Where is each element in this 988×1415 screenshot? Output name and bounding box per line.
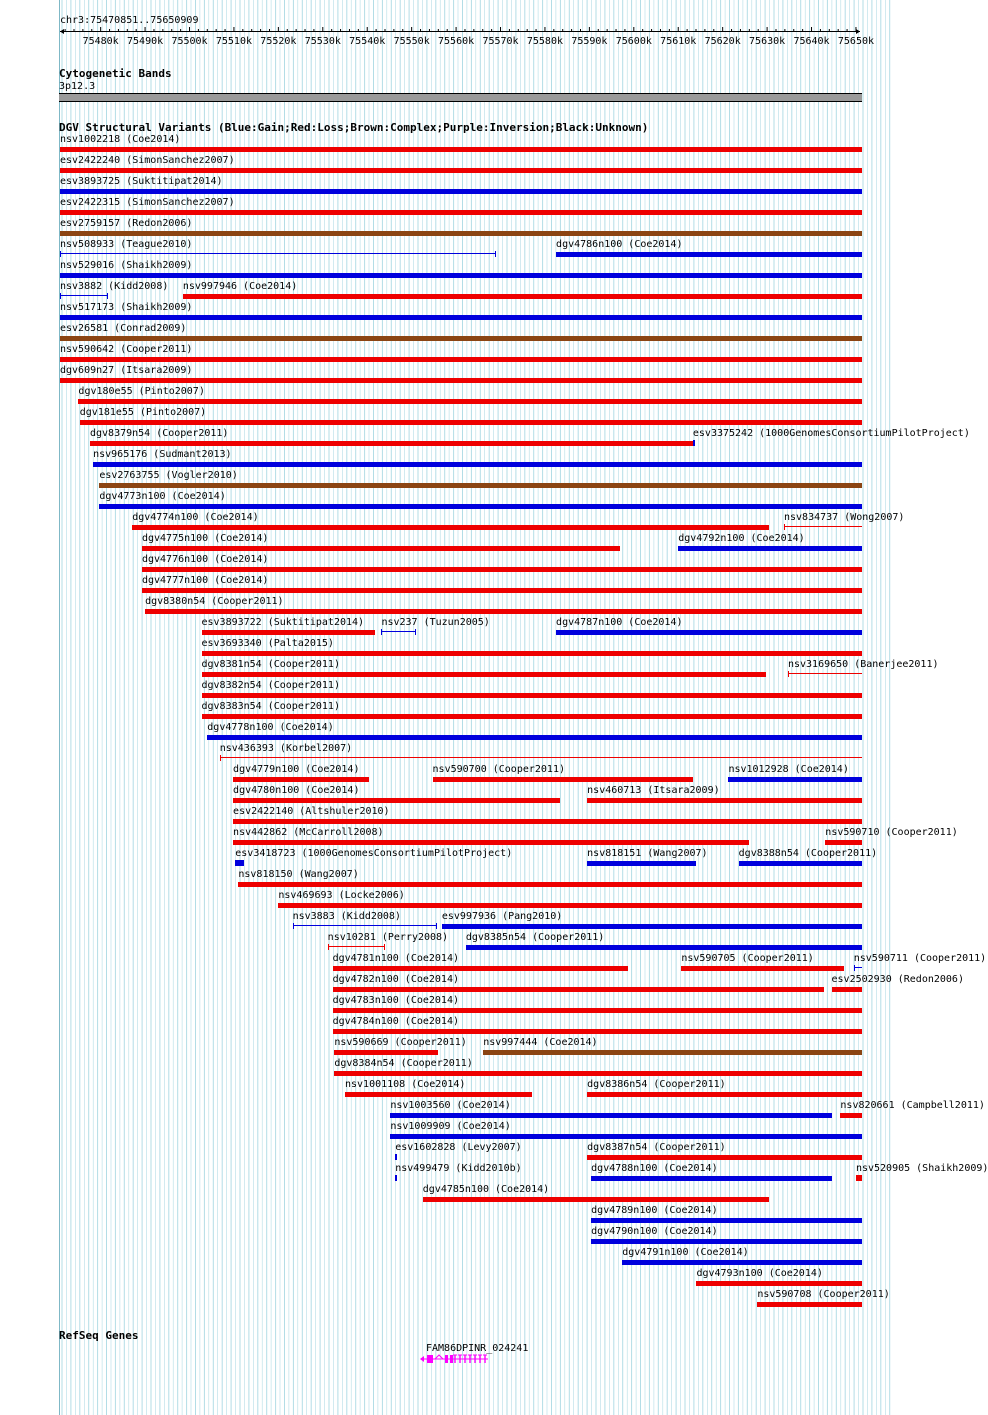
variant-bar-gain[interactable]: [591, 1176, 831, 1181]
variant-label[interactable]: esv2763755 (Vogler2010): [99, 470, 238, 481]
variant-bar-gain[interactable]: [693, 440, 695, 446]
variant-bar-loss[interactable]: [788, 671, 862, 677]
variant-label[interactable]: dgv8383n54 (Cooper2011): [201, 701, 340, 712]
variant-bar-loss[interactable]: [202, 672, 767, 677]
variant-label[interactable]: nsv442862 (McCarroll2008): [233, 827, 384, 838]
ruler-tick-label: 75610k: [660, 36, 697, 47]
variant-label[interactable]: nsv529016 (Shaikh2009): [60, 260, 193, 271]
variant-bar-gain[interactable]: [678, 546, 862, 551]
refseq-track-title: RefSeq Genes: [59, 1329, 139, 1342]
variant-bar-loss[interactable]: [840, 1113, 862, 1118]
variant-label[interactable]: nsv1012928 (Coe2014): [728, 764, 849, 775]
ruler-tick-label: 75640k: [793, 36, 830, 47]
variant-label[interactable]: esv26581 (Conrad2009): [60, 323, 187, 334]
variant-label[interactable]: dgv4782n100 (Coe2014): [332, 974, 459, 985]
region-label: chr3:75470851..75650909: [60, 15, 199, 26]
variant-bar-gain[interactable]: [395, 1175, 397, 1181]
variant-label[interactable]: dgv4774n100 (Coe2014): [132, 512, 259, 523]
variant-bar-loss[interactable]: [681, 966, 843, 971]
variant-bar-loss[interactable]: [334, 1071, 862, 1076]
gene-strand-arrow: [420, 1356, 424, 1362]
variant-bar-loss[interactable]: [345, 1092, 532, 1097]
variant-label[interactable]: dgv8385n54 (Cooper2011): [465, 932, 605, 943]
ruler-tick-label: 75510k: [215, 36, 253, 47]
variant-label[interactable]: dgv4776n100 (Coe2014): [141, 554, 269, 565]
variant-label[interactable]: esv1602828 (Levy2007): [395, 1142, 522, 1153]
variant-label[interactable]: esv2502930 (Redon2006): [831, 974, 964, 985]
variant-bar-gain[interactable]: [60, 293, 108, 299]
gene-exon-1: [427, 1355, 433, 1363]
gene-model[interactable]: [415, 1352, 495, 1366]
variant-label[interactable]: dgv181e55 (Pinto2007): [79, 407, 207, 418]
variant-label[interactable]: esv2422240 (SimonSanchez2007): [60, 155, 235, 166]
variant-bar-loss[interactable]: [220, 755, 862, 761]
variant-label[interactable]: nsv469693 (Locke2006): [278, 890, 405, 901]
variant-bar-gain[interactable]: [207, 735, 862, 740]
variant-bar-loss[interactable]: [334, 1050, 438, 1055]
variant-label[interactable]: nsv1002218 (Coe2014): [60, 134, 181, 145]
variant-label[interactable]: dgv8382n54 (Cooper2011): [201, 680, 340, 691]
variant-label[interactable]: dgv8386n54 (Cooper2011): [587, 1079, 726, 1090]
variant-bar-loss[interactable]: [183, 294, 862, 299]
variant-bar-gain[interactable]: [622, 1260, 862, 1265]
variant-label[interactable]: dgv8384n54 (Cooper2011): [334, 1058, 473, 1069]
variant-label[interactable]: nsv1009909 (Coe2014): [390, 1121, 511, 1132]
variant-bar-loss[interactable]: [328, 944, 385, 950]
ruler-tick-label: 75620k: [704, 36, 741, 47]
variant-label[interactable]: nsv517173 (Shaikh2009): [60, 302, 193, 313]
variant-label[interactable]: dgv4773n100 (Coe2014): [99, 491, 226, 502]
variant-label[interactable]: nsv508933 (Teague2010): [60, 239, 193, 250]
variant-bar-gain[interactable]: [293, 923, 437, 929]
gene-exon-3: [450, 1355, 453, 1363]
variant-bar-gain[interactable]: [556, 252, 862, 257]
variant-label[interactable]: dgv8379n54 (Cooper2011): [89, 428, 229, 439]
cytoband-name: 3p12.3: [59, 81, 96, 92]
variant-label[interactable]: nsv997444 (Coe2014): [483, 1037, 598, 1048]
variant-bar-loss[interactable]: [757, 1302, 862, 1307]
variant-bar-loss[interactable]: [202, 714, 862, 719]
dgv-track-title: DGV Structural Variants (Blue:Gain;Red:Loss;Brown:Complex;Purple:Inversion;Black:Unknown): [59, 121, 649, 134]
variant-bar-complex[interactable]: [483, 1050, 862, 1055]
variant-label[interactable]: esv3418723 (1000GenomesConsortiumPilotProject): [235, 848, 513, 859]
variant-bar-gain[interactable]: [728, 777, 862, 782]
variant-label[interactable]: nsv590710 (Cooper2011): [825, 827, 958, 838]
variant-label[interactable]: nsv3883 (Kidd2008): [292, 911, 401, 922]
variant-label[interactable]: dgv4780n100 (Coe2014): [233, 785, 360, 796]
cytoband-track-title: Cytogenetic Bands: [59, 67, 172, 80]
variant-label[interactable]: nsv834737 (Wong2007): [783, 512, 905, 523]
variant-bar-loss[interactable]: [142, 567, 862, 572]
variant-bar-gain[interactable]: [587, 861, 696, 866]
variant-label[interactable]: dgv4781n100 (Coe2014): [332, 953, 459, 964]
ruler-tick-label: 75580k: [526, 36, 564, 47]
variant-bar-gain[interactable]: [60, 189, 862, 194]
variant-label[interactable]: esv3375242 (1000GenomesConsortiumPilotProject): [692, 428, 970, 439]
variant-label[interactable]: nsv820661 (Campbell2011): [840, 1100, 985, 1111]
variant-bar-loss[interactable]: [90, 441, 693, 446]
variant-bar-gain[interactable]: [466, 945, 862, 950]
variant-bar-complex[interactable]: [60, 336, 862, 341]
variant-bar-loss[interactable]: [333, 1008, 862, 1013]
ruler-tick-label: 75520k: [260, 36, 297, 47]
variant-bar-gain[interactable]: [591, 1239, 862, 1244]
variant-label[interactable]: nsv3882 (Kidd2008): [60, 281, 169, 292]
ruler-tick-label: 75500k: [171, 36, 208, 47]
variant-label[interactable]: nsv590642 (Cooper2011): [60, 344, 193, 355]
variant-bar-loss[interactable]: [233, 819, 862, 824]
variant-bar-gain[interactable]: [854, 965, 862, 971]
variant-bar-loss[interactable]: [60, 357, 862, 362]
variant-label[interactable]: nsv3169650 (Banerjee2011): [787, 659, 939, 670]
variant-label[interactable]: dgv4788n100 (Coe2014): [591, 1163, 718, 1174]
variant-label[interactable]: dgv4775n100 (Coe2014): [141, 533, 269, 544]
variant-bar-loss[interactable]: [856, 1175, 862, 1181]
variant-bar-complex[interactable]: [60, 231, 862, 236]
ruler-tick-label: 75540k: [349, 36, 386, 47]
variant-label[interactable]: nsv965176 (Sudmant2013): [93, 449, 232, 460]
variant-label[interactable]: nsv590669 (Cooper2011): [334, 1037, 467, 1048]
variant-bar-gain[interactable]: [390, 1113, 831, 1118]
variant-bar-loss[interactable]: [202, 651, 862, 656]
variant-bar-loss[interactable]: [60, 168, 862, 173]
ruler-tick-label: 75530k: [304, 36, 341, 47]
variant-label[interactable]: esv2422140 (Altshuler2010): [233, 806, 390, 817]
variant-label[interactable]: nsv436393 (Korbel2007): [219, 743, 353, 754]
variant-bar-loss[interactable]: [333, 1029, 862, 1034]
ruler-tick-label: 75570k: [482, 36, 519, 47]
variant-label[interactable]: dgv4777n100 (Coe2014): [141, 575, 269, 586]
variant-label[interactable]: esv2422315 (SimonSanchez2007): [60, 197, 235, 208]
variant-bar-gain[interactable]: [235, 860, 244, 866]
variant-label[interactable]: esv3893725 (Suktitipat2014): [60, 176, 223, 187]
gene-label[interactable]: FAM86DPINR_024241: [426, 1343, 529, 1354]
variant-label[interactable]: nsv590711 (Cooper2011): [853, 953, 987, 964]
variant-label[interactable]: dgv4787n100 (Coe2014): [556, 617, 683, 628]
variant-label[interactable]: dgv8380n54 (Cooper2011): [145, 596, 284, 607]
variant-bar-loss[interactable]: [202, 630, 376, 635]
variant-bar-gain[interactable]: [390, 1134, 862, 1139]
variant-bar-loss[interactable]: [60, 210, 862, 215]
variant-label[interactable]: dgv4785n100 (Coe2014): [422, 1184, 550, 1195]
gene-exon-2: [445, 1355, 448, 1363]
ruler-tick-label: 75630k: [749, 36, 786, 47]
variant-label[interactable]: dgv4792n100 (Coe2014): [678, 533, 805, 544]
ruler-tick-label: 75550k: [393, 36, 430, 47]
variant-bar-loss[interactable]: [233, 798, 560, 803]
variant-bar-loss[interactable]: [696, 1281, 862, 1286]
variant-bar-loss[interactable]: [78, 399, 862, 404]
variant-bar-loss[interactable]: [60, 147, 862, 152]
variant-bar-gain[interactable]: [93, 462, 862, 467]
variant-label[interactable]: nsv1003560 (Coe2014): [390, 1100, 511, 1111]
variant-label[interactable]: dgv609n27 (Itsara2009): [60, 365, 193, 376]
variant-bar-loss[interactable]: [60, 378, 862, 383]
variant-label[interactable]: dgv4791n100 (Coe2014): [622, 1247, 749, 1258]
variant-label[interactable]: nsv590708 (Cooper2011): [757, 1289, 890, 1300]
variant-label[interactable]: dgv8381n54 (Cooper2011): [201, 659, 340, 670]
variant-bar-loss[interactable]: [784, 524, 862, 530]
variant-bar-complex[interactable]: [99, 483, 862, 488]
variant-bar-loss[interactable]: [142, 588, 862, 593]
variant-label[interactable]: dgv4784n100 (Coe2014): [332, 1016, 459, 1027]
variant-bar-loss[interactable]: [333, 987, 824, 992]
variant-label[interactable]: nsv590705 (Cooper2011): [681, 953, 814, 964]
ruler-tick-label: 75650k: [837, 36, 875, 47]
variant-label[interactable]: nsv997946 (Coe2014): [182, 281, 298, 292]
variant-bar-gain[interactable]: [60, 251, 496, 257]
variant-bar-loss[interactable]: [278, 903, 862, 908]
variant-bar-loss[interactable]: [587, 798, 862, 803]
variant-bar-loss[interactable]: [80, 420, 862, 425]
variant-label[interactable]: dgv4779n100 (Coe2014): [233, 764, 360, 775]
variant-bar-gain[interactable]: [556, 630, 862, 635]
variant-label[interactable]: nsv460713 (Itsara2009): [587, 785, 720, 796]
variant-label[interactable]: nsv818151 (Wang2007): [587, 848, 708, 859]
ruler-tick-label: 75600k: [615, 36, 652, 47]
variant-label[interactable]: dgv8387n54 (Cooper2011): [587, 1142, 726, 1153]
variant-bar-loss[interactable]: [587, 1092, 862, 1097]
variant-bar-gain[interactable]: [99, 504, 862, 509]
variant-label[interactable]: nsv499479 (Kidd2010b): [395, 1163, 522, 1174]
variant-bar-gain[interactable]: [60, 315, 862, 320]
variant-label[interactable]: nsv818150 (Wang2007): [238, 869, 359, 880]
variant-label[interactable]: nsv237 (Tuzun2005): [381, 617, 490, 628]
gene-splice-1: [435, 1355, 443, 1359]
variant-label[interactable]: dgv4789n100 (Coe2014): [591, 1205, 718, 1216]
variant-bar-loss[interactable]: [423, 1197, 770, 1202]
variant-bar-loss[interactable]: [142, 546, 621, 551]
variant-label[interactable]: dgv4778n100 (Coe2014): [207, 722, 334, 733]
variant-label[interactable]: esv2759157 (Redon2006): [60, 218, 193, 229]
variant-bar-gain[interactable]: [381, 629, 416, 635]
variant-bar-loss[interactable]: [433, 777, 694, 782]
ruler-tick-label: 75590k: [571, 36, 608, 47]
variant-label[interactable]: nsv1001108 (Coe2014): [345, 1079, 466, 1090]
gene-exons-tail: [455, 1355, 485, 1363]
variant-label[interactable]: esv3893722 (Suktitipat2014): [201, 617, 365, 628]
variant-bar-loss[interactable]: [333, 966, 628, 971]
variant-bar-loss[interactable]: [825, 840, 862, 845]
variant-bar-gain[interactable]: [395, 1154, 397, 1160]
variant-label[interactable]: dgv4790n100 (Coe2014): [591, 1226, 718, 1237]
variant-bar-loss[interactable]: [132, 525, 769, 530]
variant-label[interactable]: dgv180e55 (Pinto2007): [78, 386, 205, 397]
variant-label[interactable]: nsv10281 (Perry2008): [327, 932, 449, 943]
variant-label[interactable]: esv3693340 (Palta2015): [201, 638, 334, 649]
variant-label[interactable]: esv997936 (Pang2010): [441, 911, 563, 922]
variant-bar-gain[interactable]: [442, 924, 862, 929]
variant-bar-loss[interactable]: [587, 1155, 862, 1160]
variant-bar-loss[interactable]: [202, 693, 862, 698]
variant-bar-gain[interactable]: [591, 1218, 862, 1223]
variant-label[interactable]: dgv8388n54 (Cooper2011): [738, 848, 878, 859]
variant-bar-loss[interactable]: [233, 777, 369, 782]
variant-bar-loss[interactable]: [145, 609, 862, 614]
variant-label[interactable]: dgv4793n100 (Coe2014): [696, 1268, 823, 1279]
ruler-tick-label: 75490k: [127, 36, 164, 47]
ruler-tick-label: 75480k: [82, 36, 119, 47]
variant-bar-loss[interactable]: [233, 840, 749, 845]
variant-bar-gain[interactable]: [739, 861, 862, 866]
variant-label[interactable]: nsv520905 (Shaikh2009): [855, 1163, 988, 1174]
variant-bar-loss[interactable]: [238, 882, 862, 887]
variant-bar-gain[interactable]: [60, 273, 862, 278]
variant-bar-loss[interactable]: [832, 987, 862, 992]
variant-label[interactable]: nsv590700 (Cooper2011): [432, 764, 565, 775]
ruler-tick-label: 75560k: [438, 36, 475, 47]
variant-label[interactable]: dgv4783n100 (Coe2014): [332, 995, 459, 1006]
variant-label[interactable]: dgv4786n100 (Coe2014): [556, 239, 683, 250]
